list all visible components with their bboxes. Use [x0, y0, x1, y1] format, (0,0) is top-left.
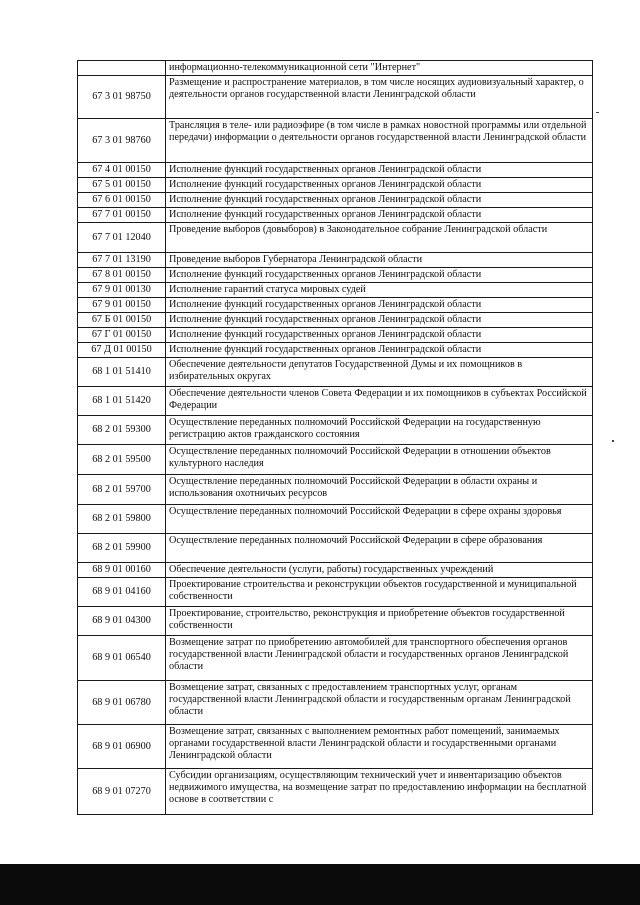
row-description: Осуществление переданных полномочий Российской Федерации на государственную регистрацию актов гражданского состояния — [166, 416, 593, 445]
table-row — [78, 416, 593, 445]
row-description: Исполнение гарантий статуса мировых судей — [166, 283, 593, 298]
row-code: 68 9 01 06540 — [78, 636, 166, 681]
row-code: 68 1 01 51420 — [78, 387, 166, 416]
row-code: 68 2 01 59800 — [78, 505, 166, 534]
table-row — [78, 119, 593, 163]
row-code — [78, 61, 166, 76]
table-row — [78, 358, 593, 387]
row-code: 67 4 01 00150 — [78, 163, 166, 178]
row-description: Исполнение функций государственных органов Ленинградской области — [166, 178, 593, 193]
table-row — [78, 475, 593, 505]
table-row — [78, 208, 593, 223]
row-description: Исполнение функций государственных органов Ленинградской области — [166, 343, 593, 358]
table-row — [78, 681, 593, 725]
row-description: Исполнение функций государственных органов Ленинградской области — [166, 208, 593, 223]
row-code: 67 6 01 00150 — [78, 193, 166, 208]
table-row — [78, 387, 593, 416]
table-row — [78, 298, 593, 313]
row-description: Осуществление переданных полномочий Российской Федерации в отношении объектов культурного наследия — [166, 445, 593, 475]
row-code: 68 2 01 59300 — [78, 416, 166, 445]
row-code: 68 1 01 51410 — [78, 358, 166, 387]
row-description: Обеспечение деятельности депутатов Государственной Думы и их помощников в избирательных округах — [166, 358, 593, 387]
row-description: Проектирование строительства и реконструкции объектов государственной и муниципальной собственности — [166, 578, 593, 607]
table-row — [78, 636, 593, 681]
row-code: 68 9 01 06900 — [78, 725, 166, 769]
row-code: 67 5 01 00150 — [78, 178, 166, 193]
table-row — [78, 607, 593, 636]
table-row — [78, 343, 593, 358]
row-code: 68 9 01 07270 — [78, 769, 166, 815]
row-code: 67 8 01 00150 — [78, 268, 166, 283]
row-description: Субсидии организациям, осуществляющим технический учет и инвентаризацию объектов недвижимого имущества, на возмещение затрат по предоставлению информации на бесплатной основе в соответствии с — [166, 769, 593, 815]
scan-bottom-band — [0, 864, 640, 905]
row-code: 67 3 01 98750 — [78, 76, 166, 119]
row-description: Исполнение функций государственных органов Ленинградской области — [166, 163, 593, 178]
row-description: Возмещение затрат, связанных с предоставлением транспортных услуг, органам государственной власти Ленинградской области и государственным органам Ленинградской области — [166, 681, 593, 725]
row-description: информационно-телекоммуникационной сети "Интернет" — [166, 61, 593, 76]
row-description: Возмещение затрат по приобретению автомобилей для транспортного обеспечения органов государственной власти Ленинградской области и государственных органов Ленинградской области — [166, 636, 593, 681]
row-description: Проектирование, строительство, реконструкция и приобретение объектов государственной собственности — [166, 607, 593, 636]
budget-code-table — [77, 60, 593, 815]
table-row — [78, 563, 593, 578]
scan-speck — [596, 112, 599, 113]
table-row — [78, 223, 593, 253]
row-code: 68 9 01 00160 — [78, 563, 166, 578]
row-code: 68 9 01 04300 — [78, 607, 166, 636]
row-code: 67 9 01 00130 — [78, 283, 166, 298]
row-description: Осуществление переданных полномочий Российской Федерации в области охраны и использования охотничьих ресурсов — [166, 475, 593, 505]
table-row — [78, 163, 593, 178]
row-description: Обеспечение деятельности (услуги, работы) государственных учреждений — [166, 563, 593, 578]
row-code: 68 2 01 59900 — [78, 534, 166, 563]
row-code: 67 Д 01 00150 — [78, 343, 166, 358]
table-row — [78, 534, 593, 563]
row-description: Осуществление переданных полномочий Российской Федерации в сфере образования — [166, 534, 593, 563]
row-description: Исполнение функций государственных органов Ленинградской области — [166, 328, 593, 343]
row-description: Трансляция в теле- или радиоэфире (в том числе в рамках новостной программы или отдельной передачи) информации о деятельности органов государственной власти Ленинградской области — [166, 119, 593, 163]
row-code: 68 9 01 04160 — [78, 578, 166, 607]
row-description: Исполнение функций государственных органов Ленинградской области — [166, 268, 593, 283]
row-code: 67 3 01 98760 — [78, 119, 166, 163]
table-row — [78, 178, 593, 193]
row-code: 67 7 01 13190 — [78, 253, 166, 268]
table-row — [78, 268, 593, 283]
table-row — [78, 61, 593, 76]
row-description: Проведение выборов (довыборов) в Законодательное собрание Ленинградской области — [166, 223, 593, 253]
table-row — [78, 445, 593, 475]
row-code: 67 Б 01 00150 — [78, 313, 166, 328]
table-row — [78, 328, 593, 343]
table-row — [78, 76, 593, 119]
row-description: Исполнение функций государственных органов Ленинградской области — [166, 193, 593, 208]
row-code: 67 7 01 00150 — [78, 208, 166, 223]
row-code: 67 9 01 00150 — [78, 298, 166, 313]
row-description: Размещение и распространение материалов, в том числе носящих аудиовизуальный характер, о деятельности органов государственной власти Ленинградской области — [166, 76, 593, 119]
row-description: Проведение выборов Губернатора Ленинградской области — [166, 253, 593, 268]
row-code: 67 Г 01 00150 — [78, 328, 166, 343]
table-row — [78, 193, 593, 208]
table-row — [78, 769, 593, 815]
table-body — [78, 61, 593, 815]
table-row — [78, 313, 593, 328]
row-code: 68 2 01 59500 — [78, 445, 166, 475]
table-row — [78, 283, 593, 298]
row-description: Обеспечение деятельности членов Совета Федерации и их помощников в субъектах Российской Федерации — [166, 387, 593, 416]
table-row — [78, 253, 593, 268]
row-description: Исполнение функций государственных органов Ленинградской области — [166, 313, 593, 328]
row-code: 67 7 01 12040 — [78, 223, 166, 253]
row-description: Возмещение затрат, связанных с выполнением ремонтных работ помещений, занимаемых органами государственной власти Ленинградской области и государственными органами Ленинградской области — [166, 725, 593, 769]
table-row — [78, 725, 593, 769]
scan-speck — [612, 440, 614, 442]
table-row — [78, 505, 593, 534]
row-description: Осуществление переданных полномочий Российской Федерации в сфере охраны здоровья — [166, 505, 593, 534]
row-description: Исполнение функций государственных органов Ленинградской области — [166, 298, 593, 313]
row-code: 68 2 01 59700 — [78, 475, 166, 505]
table-row — [78, 578, 593, 607]
row-code: 68 9 01 06780 — [78, 681, 166, 725]
